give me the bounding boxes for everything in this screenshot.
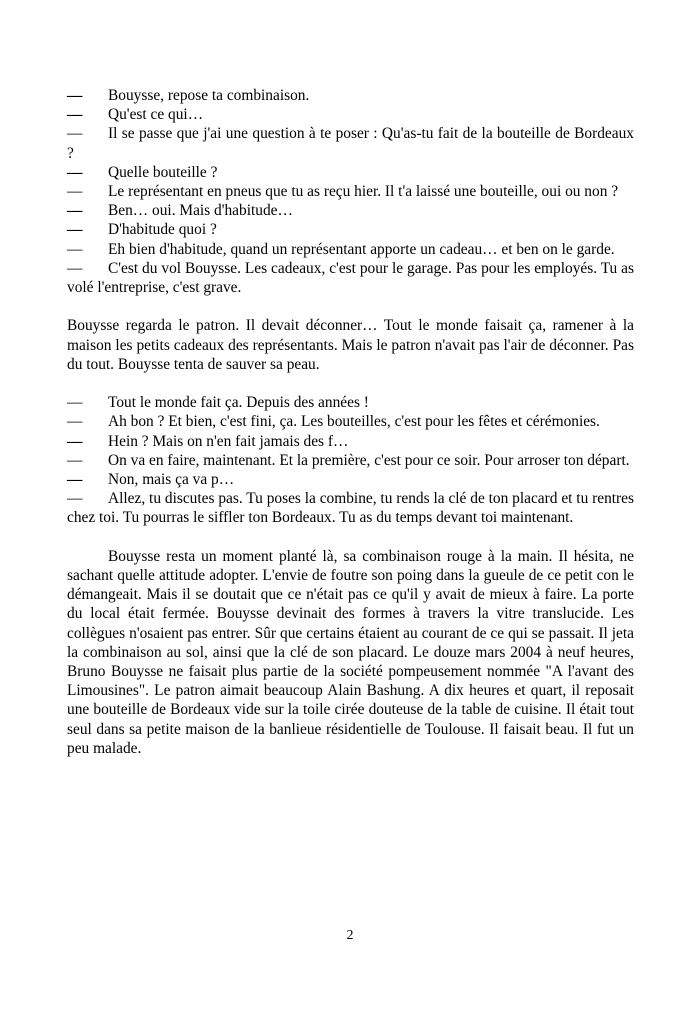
dialogue-dash: — (67, 451, 83, 469)
dialogue-text: C'est du vol Bouysse. Les cadeaux, c'est pour le garage. Pas pour les employés. Tu as volé l'entreprise, c'est grave. (67, 259, 634, 297)
dialogue-dash: — (67, 490, 83, 508)
spacer (67, 297, 634, 316)
dialogue-dash: — (67, 394, 83, 412)
dialogue-dash: — (67, 221, 83, 239)
dialogue-text: Allez, tu discutes pas. Tu poses la combine, tu rends la clé de ton placard et tu rentres chez toi. Tu pourras le siffler ton Bordeaux. Tu as du temps devant toi maintenant. (67, 490, 634, 527)
dialogue-line (67, 489, 634, 527)
dialogue-dash: — (67, 240, 83, 258)
dialogue-text: Tout le monde fait ça. Depuis des années ! (108, 394, 369, 412)
dialogue-text: Le représentant en pneus que tu as reçu hier. Il t'a laissé une bouteille, oui ou non ? (108, 183, 619, 201)
dialogue-text: On va en faire, maintenant. Et la première, c'est pour ce soir. Pour arroser ton départ. (108, 451, 630, 469)
dialogue-line (67, 451, 634, 470)
dialogue-dash: — (67, 183, 83, 201)
dialogue-line (67, 470, 634, 489)
dialogue-dash: — (67, 163, 83, 181)
dialogue-dash: — (67, 87, 83, 104)
dialogue-line (67, 124, 634, 162)
dialogue-dash: — (67, 471, 83, 489)
narrative-paragraph-2: Bouysse resta un moment planté là, sa combinaison rouge à la main. Il hésita, ne sachant quelle attitude adopter. L'envie de foutre son poing dans la gueule de ce petit con le démangeait. Mais il se doutait que ce n'était pas ce qu'il y avait de mieux à faire. La porte du local était fermée. Bouysse devinait des formes à travers la vitre translucide. Les collègues n'osaient pas entrer. Sûr que certains étaient au courant de ce qui se passait. Il jeta la combinaison au sol, ainsi que la clé de son placard. Le douze mars 2004 à neuf heures, Bruno Bouysse ne faisait plus partie de la société pompeusement nommée "A l'avant des Limousines". Le patron aimait beaucoup Alain Bashung. A dix heures et quart, il reposait une bouteille de Bordeaux vide sur la toile cirée douteuse de la table de cuisine. Il était tout seul dans sa petite maison de la banlieue résidentielle de Toulouse. Il faisait beau. Il fut un peu malade. (67, 547, 634, 757)
dialogue-block-2 (67, 393, 634, 527)
dialogue-text: Quelle bouteille ? (108, 163, 218, 181)
dialogue-dash: — (67, 432, 83, 450)
dialogue-line (67, 412, 634, 431)
page-number: 2 (346, 928, 354, 943)
dialogue-text: Il se passe que j'ai une question à te poser : Qu'as-tu fait de la bouteille de Bordeaux ? (67, 125, 634, 162)
dialogue-line (67, 201, 634, 220)
dialogue-text: Bouysse, repose ta combinaison. (108, 87, 310, 104)
dialogue-dash: — (67, 125, 83, 143)
dialogue-line (67, 393, 634, 412)
dialogue-dash: — (67, 413, 83, 431)
narrative-paragraph-1: Bouysse regarda le patron. Il devait déconner… Tout le monde faisait ça, ramener à la maison les petits cadeaux des représentants. Mais le patron n'avait pas l'air de déconner. Pas du tout. Bouysse tenta de sauver sa peau. (67, 317, 634, 373)
dialogue-dash: — (67, 202, 83, 220)
dialogue-line (67, 105, 634, 124)
dialogue-text: Eh bien d'habitude, quand un représentant apporte un cadeau… et ben on le garde. (108, 240, 615, 258)
dialogue-line (67, 220, 634, 239)
dialogue-dash: — (67, 259, 83, 277)
dialogue-block-1 (67, 86, 634, 297)
dialogue-line (67, 182, 634, 201)
dialogue-line (67, 240, 634, 259)
dialogue-line (67, 259, 634, 297)
dialogue-text: Non, mais ça va p… (108, 471, 235, 489)
dialogue-text: D'habitude quoi ? (108, 221, 217, 239)
dialogue-line (67, 86, 634, 105)
dialogue-dash: — (67, 106, 83, 124)
dialogue-text: Qu'est ce qui… (108, 106, 204, 124)
dialogue-text: Hein ? Mais on n'en fait jamais des f… (108, 432, 349, 450)
dialogue-line (67, 432, 634, 451)
dialogue-text: Ben… oui. Mais d'habitude… (108, 202, 293, 220)
dialogue-line (67, 163, 634, 182)
dialogue-text: Ah bon ? Et bien, c'est fini, ça. Les bouteilles, c'est pour les fêtes et cérémonies. (108, 413, 600, 431)
spacer (67, 374, 634, 393)
spacer (67, 528, 634, 547)
document-page (67, 86, 634, 758)
